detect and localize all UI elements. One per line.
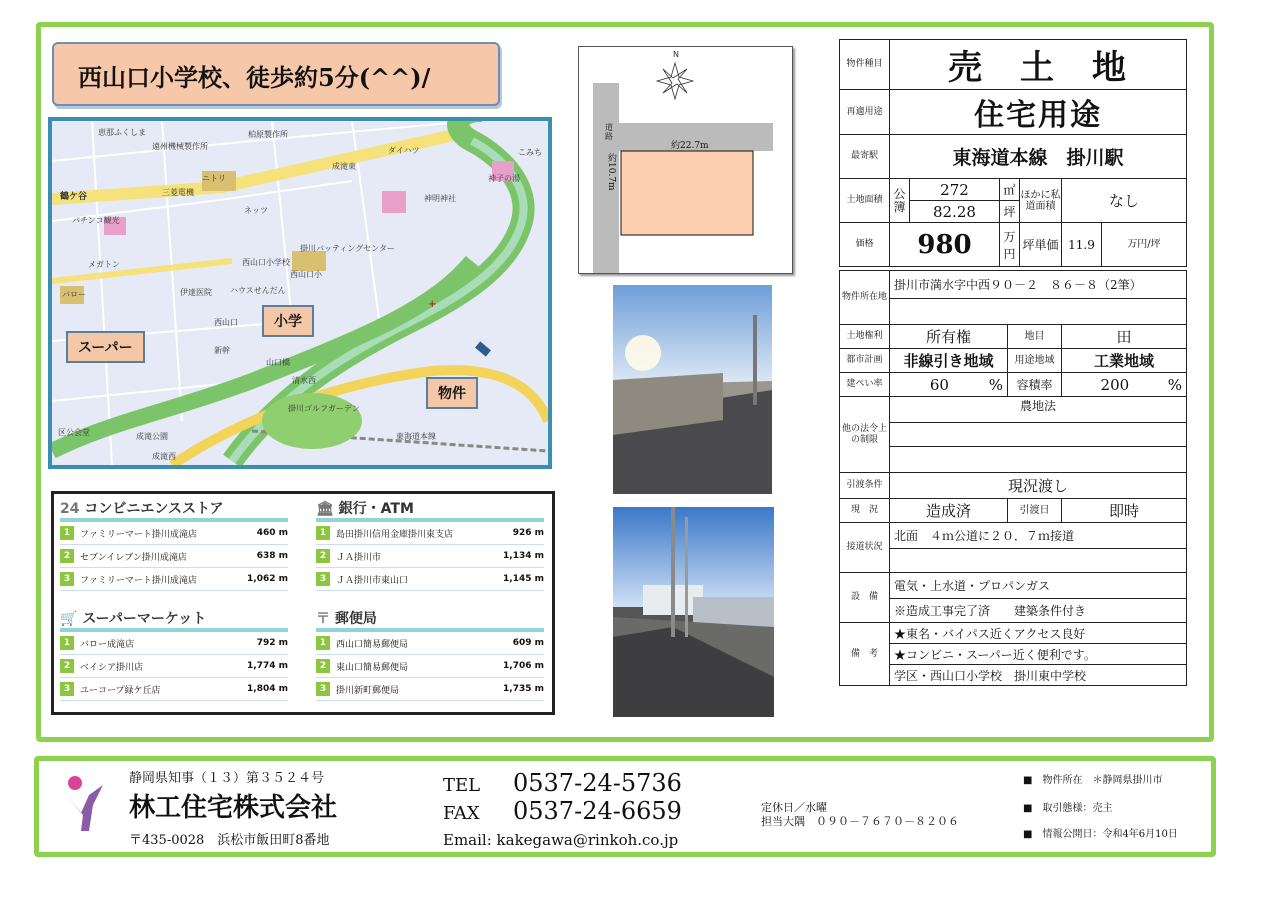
category-post <box>316 608 544 701</box>
fax-number: 0537-24-6659 <box>513 797 682 825</box>
road-label: 接道状況 <box>840 523 890 573</box>
zone-value: 工業地域 <box>1062 349 1187 373</box>
map-place: 遠州機械製作所 <box>152 142 208 151</box>
license-number: 静岡県知事（１３）第３５２４号 <box>129 771 325 786</box>
rights-value: 所有権 <box>890 325 1008 349</box>
map-place: 成滝西 <box>152 452 176 461</box>
nearest-station: 東海道本線 掛川駅 <box>890 135 1187 179</box>
area-map[interactable] <box>48 117 552 469</box>
contact-person: 担当大隅 ０９０－７６７０－８２０６ <box>761 815 959 828</box>
far-pct: % <box>1167 375 1182 394</box>
plot-diagram <box>578 46 793 274</box>
map-place: 恵那ふくしま <box>98 128 146 137</box>
bcr-pct: % <box>988 375 1003 394</box>
delivery-date-label: 引渡日 <box>1008 499 1062 523</box>
station-label: 最寄駅 <box>840 135 890 179</box>
delivery-cond-label: 引渡条件 <box>840 473 890 499</box>
list-item: 2 セブンイレブン掛川成滝店 638 m <box>60 545 288 568</box>
map-label-property: 物件 <box>426 377 478 409</box>
holiday: 定休日／水曜 <box>761 801 827 814</box>
map-place: 柏原製作所 <box>248 130 288 139</box>
map-place: 伊達医院 <box>180 288 212 297</box>
site-photo-1 <box>613 285 772 494</box>
map-place: ダイハツ <box>388 146 420 155</box>
info-published: ■ 情報公開日：令和4年6月10日 <box>1023 829 1178 840</box>
category-label: 地目 <box>1008 325 1062 349</box>
bcr-value: 60 <box>929 375 949 394</box>
tel-number[interactable]: 0537-24-5736 <box>513 769 682 797</box>
nearby-facilities <box>51 491 555 715</box>
spec-table <box>839 39 1187 267</box>
tel-label: TEL <box>443 775 481 796</box>
unit-m2: ㎡ <box>1000 179 1020 201</box>
category-bank <box>316 498 544 591</box>
footer <box>34 756 1216 857</box>
map-place: 西山口 <box>214 318 238 327</box>
facility-label: 設 備 <box>840 573 890 623</box>
facility-value-2: ※造成工事完了済 建築条件付き <box>890 599 1187 623</box>
property-use: 住宅用途 <box>890 90 1187 135</box>
map-place: 神明神社 <box>424 194 456 203</box>
svg-text:N: N <box>673 50 679 59</box>
map-place: ハウスせんだん <box>230 286 286 295</box>
status-label: 現 況 <box>840 499 890 523</box>
other-law-value: 農地法 <box>890 397 1187 423</box>
category-convenience <box>60 498 288 591</box>
remarks-value-3: 学区・西山口小学校 掛川東中学校 <box>890 665 1187 686</box>
map-place: ネッツ <box>244 206 268 215</box>
map-place: 清水西 <box>292 376 316 385</box>
remarks-value-1: ★東名・バイパス近くアクセス良好 <box>890 623 1187 644</box>
price-label: 価格 <box>840 223 890 267</box>
type-label: 物件種目 <box>840 40 890 90</box>
remarks-value-2: ★コンビニ・スーパー近く便利です。 <box>890 644 1187 665</box>
other-law-label: 他の法令上の制限 <box>840 397 890 473</box>
city-plan-label: 都市計画 <box>840 349 890 373</box>
map-place: ニトリ <box>202 174 226 183</box>
map-place: 新幹 <box>214 346 230 355</box>
property-type: 売 土 地 <box>890 40 1187 90</box>
list-item: 3 掛川新町郵便局 1,735 m <box>316 678 544 701</box>
status-value: 造成済 <box>890 499 1008 523</box>
map-place: パチンコ観光 <box>72 216 120 225</box>
facility-value-1: 電気・上水道・プロパンガス <box>890 573 1187 599</box>
location-value: 掛川市満水字中西９０－２ ８６－８（2筆） <box>890 271 1187 299</box>
private-road-label: ほかに私道面積 <box>1020 179 1062 223</box>
plot-width: 約22.7m <box>671 141 709 151</box>
fax-label: FAX <box>443 803 480 824</box>
road-value: 北面 ４ｍ公道に２０．７ｍ接道 <box>890 523 1187 549</box>
delivery-cond-value: 現況渡し <box>890 473 1187 499</box>
private-road-area: なし <box>1062 179 1187 223</box>
map-place: 西山口小学校 <box>242 258 290 267</box>
city-plan-value: 非線引き地域 <box>890 349 1008 373</box>
svg-text:+: + <box>428 299 437 310</box>
photo-2-graphics <box>613 507 774 717</box>
map-label-supermarket: スーパー <box>66 331 145 363</box>
map-label-school: 小学 <box>262 305 314 337</box>
area-m2: 272 <box>910 179 1000 201</box>
map-place: 山口橋 <box>266 358 290 367</box>
unit-price-label: 坪単価 <box>1020 223 1062 267</box>
headline-banner <box>52 42 500 106</box>
bank-icon: 🏛 <box>316 501 339 517</box>
remarks-label: 備 考 <box>840 623 890 686</box>
category-title: スーパーマーケット <box>82 611 207 627</box>
unit-tsubo: 坪 <box>1000 201 1020 223</box>
map-place: 掛川ゴルフガーデン <box>288 404 360 413</box>
company-logo <box>63 775 109 837</box>
category-supermarket <box>60 608 288 701</box>
list-item: 1 バロー成滝店 792 m <box>60 632 288 655</box>
company-address: 〒435-0028 浜松市飯田町8番地 <box>129 833 330 848</box>
map-place: バロー <box>62 290 86 299</box>
official-label: 公簿 <box>890 179 910 223</box>
price-unit: 万円 <box>1000 223 1020 267</box>
map-place: こみち <box>518 148 542 157</box>
map-place: 西山口小 <box>290 270 322 279</box>
list-item: 2 ベイシア掛川店 1,774 m <box>60 655 288 678</box>
use-label: 再適用途 <box>840 90 890 135</box>
map-place: 成滝東 <box>332 162 356 171</box>
unit-price-unit: 万円/坪 <box>1102 223 1187 267</box>
map-place: 成滝公園 <box>136 432 168 441</box>
zone-label: 用途地域 <box>1008 349 1062 373</box>
list-item: 3 ファミリーマート掛川成滝店 1,062 m <box>60 568 288 591</box>
plot-depth: 約10.7m <box>606 153 616 191</box>
photo-1-graphics <box>613 285 772 494</box>
list-item: 3 ＪＡ掛川市東山口 1,145 m <box>316 568 544 591</box>
unit-price-value: 11.9 <box>1062 223 1102 267</box>
bcr-label: 建ぺい率 <box>840 373 890 397</box>
category-title: 銀行・ATM <box>338 501 414 517</box>
info-transaction: ■ 取引態様：売主 <box>1023 803 1113 814</box>
list-item: 3 ユーコープ緑ケ丘店 1,804 m <box>60 678 288 701</box>
info-location: ■ 物件所在 ＊静岡県掛川市 <box>1023 775 1163 786</box>
cart-icon: 🛒 <box>60 611 83 627</box>
location-label: 物件所在地 <box>840 271 890 325</box>
map-place: 神子の湯 <box>488 174 520 183</box>
list-item: 1 島田掛川信用金庫掛川東支店 926 m <box>316 522 544 545</box>
map-place: メガトン <box>88 260 120 269</box>
post-office-icon: 〒 <box>316 611 335 627</box>
list-item: 1 ファミリーマート掛川成滝店 460 m <box>60 522 288 545</box>
category-value: 田 <box>1062 325 1187 349</box>
rights-label: 土地権利 <box>840 325 890 349</box>
delivery-date-value: 即時 <box>1062 499 1187 523</box>
store-24-icon: 24 <box>60 501 85 517</box>
category-title: 郵便局 <box>334 611 377 627</box>
company-name: 林工住宅株式会社 <box>129 793 338 823</box>
map-place: 鶴ケ谷 <box>60 192 88 202</box>
map-place: 掛川バッティングセンター <box>300 244 395 253</box>
headline-text: 西山口小学校、徒歩約5分(^^)/ <box>78 63 431 92</box>
site-photo-2 <box>613 507 774 717</box>
list-item: 2 ＪＡ掛川市 1,134 m <box>316 545 544 568</box>
far-label: 容積率 <box>1008 373 1062 397</box>
email-link[interactable]: Email: kakegawa@rinkoh.co.jp <box>443 831 679 849</box>
map-place: 区公会堂 <box>58 428 90 437</box>
detail-table <box>839 270 1187 686</box>
plot-road-label: 道路 <box>605 123 613 141</box>
area-tsubo: 82.28 <box>910 201 1000 223</box>
price-value: 980 <box>890 223 1000 267</box>
map-place: 東海道本線 <box>396 432 436 441</box>
map-place: 三菱電機 <box>162 188 194 197</box>
far-value: 200 <box>1100 375 1130 394</box>
area-label: 土地面積 <box>840 179 890 223</box>
list-item: 2 東山口簡易郵便局 1,706 m <box>316 655 544 678</box>
list-item: 1 西山口簡易郵便局 609 m <box>316 632 544 655</box>
category-title: コンビニエンスストア <box>84 501 224 517</box>
